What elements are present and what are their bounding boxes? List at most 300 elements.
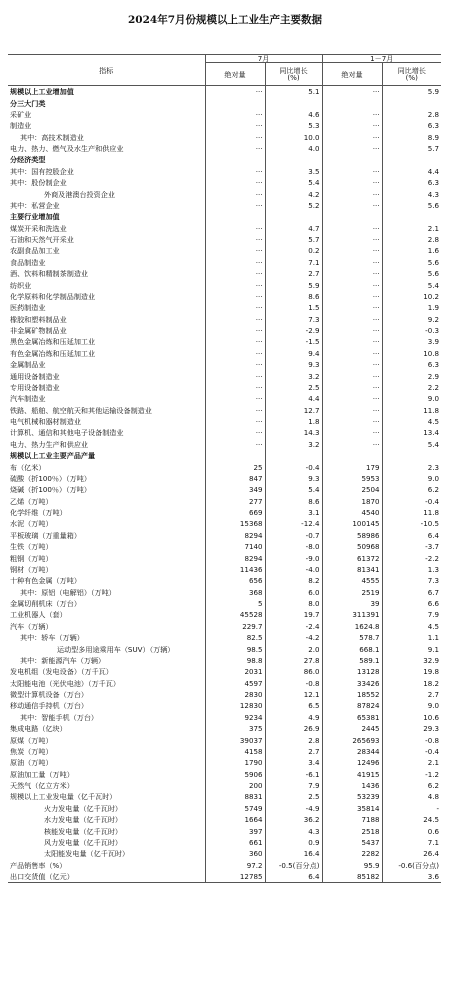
ytd-absolute-cell: 7188	[322, 814, 382, 825]
ytd-growth-cell: 9.0	[427, 394, 440, 404]
month-growth-cell: -6.1	[265, 769, 322, 780]
table-row	[8, 496, 441, 507]
month-growth-cell: 12.7	[265, 405, 322, 416]
month-growth-header	[265, 63, 322, 86]
month-absolute-cell: ···	[205, 268, 265, 279]
indicator-cell: 硫酸（折100％）（万吨）	[8, 473, 205, 484]
month-growth-cell: 14.3	[265, 427, 322, 438]
table-row	[8, 530, 441, 541]
ytd-growth-cell: 2.7	[427, 690, 440, 700]
ytd-absolute-cell: 2519	[322, 587, 382, 598]
indicator-cell: 其中：轿车（万辆）	[8, 632, 205, 643]
table-row	[8, 325, 441, 336]
ytd-absolute-cell	[322, 211, 382, 222]
ytd-absolute-cell: ···	[322, 166, 382, 177]
table-row	[8, 97, 441, 108]
indicator-cell: 水力发电量（亿千瓦时）	[8, 814, 205, 825]
month-growth-cell: 16.4	[265, 848, 322, 859]
indicator-cell: 计算机、通信和其他电子设备制造业	[8, 427, 205, 438]
ytd-absolute-cell: 179	[322, 461, 382, 472]
ytd-growth-cell: -2.2	[425, 553, 440, 563]
indicator-cell: 制造业	[8, 120, 205, 131]
indicator-cell: 发电机组（发电设备）（万千瓦）	[8, 666, 205, 677]
table-row	[8, 188, 441, 199]
ytd-growth-cell: 2.8	[427, 109, 440, 119]
month-growth-cell: 5.3	[265, 120, 322, 131]
ytd-growth-cell: 2.1	[427, 758, 440, 768]
ytd-growth-cell: 32.9	[423, 655, 440, 665]
ytd-absolute-cell: 85182	[322, 871, 382, 883]
ytd-absolute-cell: ···	[322, 405, 382, 416]
ytd-absolute-cell: ···	[322, 177, 382, 188]
table-row	[8, 666, 441, 677]
table-row	[8, 507, 441, 518]
ytd-growth-cell: 1.6	[427, 246, 440, 256]
table-row	[8, 439, 441, 450]
ytd-growth-cell: 13.4	[423, 428, 440, 438]
table-row	[8, 393, 441, 404]
ytd-growth-cell: 5.7	[427, 144, 440, 154]
ytd-absolute-cell: 53239	[322, 791, 382, 802]
month-absolute-cell: 5906	[205, 769, 265, 780]
month-absolute-cell: ···	[205, 257, 265, 268]
month-absolute-cell: 229.7	[205, 621, 265, 632]
ytd-absolute-cell: 1436	[322, 780, 382, 791]
indicator-cell: 规模以上工业主要产品产量	[8, 450, 205, 461]
ytd-growth-cell: 6.4	[427, 530, 440, 540]
month-absolute-cell: 11436	[205, 564, 265, 575]
report-title: 2024年7月份规模以上工业生产主要数据	[127, 14, 323, 26]
month-absolute-cell: ···	[205, 302, 265, 313]
table-row	[8, 871, 441, 883]
table-row	[8, 723, 441, 734]
indicator-cell: 运动型多用途乘用车（SUV）（万辆）	[8, 643, 205, 654]
ytd-absolute-cell: 65381	[322, 712, 382, 723]
month-growth-cell: 10.0	[265, 132, 322, 143]
table-row	[8, 689, 441, 700]
ytd-growth-cell: -3.7	[425, 542, 440, 552]
month-growth-cell: 4.9	[265, 712, 322, 723]
table-row	[8, 427, 441, 438]
ytd-absolute-cell: ···	[322, 245, 382, 256]
month-growth-cell: 8.0	[265, 598, 322, 609]
month-growth-cell: -0.7	[265, 530, 322, 541]
month-absolute-cell: ···	[205, 166, 265, 177]
ytd-growth-header	[382, 63, 441, 86]
ytd-growth-cell: -0.4	[425, 746, 440, 756]
month-absolute-cell: 2031	[205, 666, 265, 677]
month-growth-cell: -9.0	[265, 552, 322, 563]
ytd-absolute-cell: ···	[322, 109, 382, 120]
table-row	[8, 302, 441, 313]
indicator-cell: 化学纤维（万吨）	[8, 507, 205, 518]
month-absolute-cell: 669	[205, 507, 265, 518]
indicator-cell: 钢材（万吨）	[8, 564, 205, 575]
month-absolute-cell: 349	[205, 484, 265, 495]
month-absolute-cell: ···	[205, 416, 265, 427]
month-growth-cell	[265, 154, 322, 165]
table-row	[8, 348, 441, 359]
indicator-cell: 铁路、船舶、航空航天和其他运输设备制造业	[8, 405, 205, 416]
month-growth-cell: 9.3	[265, 473, 322, 484]
table-row	[8, 757, 441, 768]
ytd-absolute-cell: 2518	[322, 825, 382, 836]
table-row	[8, 245, 441, 256]
indicator-cell: 集成电路（亿块）	[8, 723, 205, 734]
table-body	[8, 86, 441, 883]
ytd-absolute-cell: 589.1	[322, 655, 382, 666]
ytd-growth-cell: 4.5	[427, 621, 440, 631]
month-header: 7月	[205, 55, 322, 63]
month-growth-cell: 5.2	[265, 200, 322, 211]
ytd-absolute-cell: 5437	[322, 837, 382, 848]
indicator-cell: 太阳能电池（光伏电池）（万千瓦）	[8, 678, 205, 689]
month-absolute-cell: ···	[205, 234, 265, 245]
month-absolute-cell: 82.5	[205, 632, 265, 643]
month-growth-cell: -0.5(百分点)	[265, 860, 322, 871]
ytd-absolute-cell: 4555	[322, 575, 382, 586]
ytd-absolute-cell: 12496	[322, 757, 382, 768]
indicator-cell: 其中：原铝（电解铝）（万吨）	[8, 587, 205, 598]
ytd-growth-cell	[382, 97, 441, 108]
ytd-absolute-cell: ···	[322, 314, 382, 325]
table-row	[8, 587, 441, 598]
indicator-cell: 其中：智能手机（万台）	[8, 712, 205, 723]
ytd-growth-cell: 1.1	[427, 633, 440, 643]
table-row	[8, 86, 441, 98]
ytd-growth-cell: 5.4	[427, 280, 440, 290]
ytd-growth-cell: 11.8	[423, 405, 440, 415]
production-data-table	[8, 54, 441, 883]
month-absolute-cell: ···	[205, 188, 265, 199]
table-row	[8, 678, 441, 689]
ytd-absolute-cell: ···	[322, 336, 382, 347]
ytd-growth-cell: 6.3	[427, 121, 440, 131]
table-row	[8, 314, 441, 325]
month-absolute-cell: 98.8	[205, 655, 265, 666]
table-row	[8, 643, 441, 654]
ytd-growth-cell: 24.5	[423, 815, 440, 825]
month-absolute-header: 绝对量	[205, 63, 265, 86]
month-growth-cell: 5.4	[265, 177, 322, 188]
ytd-growth-cell: 7.9	[427, 610, 440, 620]
table-row	[8, 223, 441, 234]
indicator-cell: 外商及港澳台投资企业	[8, 188, 205, 199]
month-absolute-cell: ···	[205, 325, 265, 336]
month-growth-cell: 2.5	[265, 791, 322, 802]
month-absolute-cell: 9234	[205, 712, 265, 723]
indicator-cell: 农副食品加工业	[8, 245, 205, 256]
ytd-absolute-cell: ···	[322, 302, 382, 313]
indicator-cell: 专用设备制造业	[8, 382, 205, 393]
month-growth-cell: 5.7	[265, 234, 322, 245]
indicator-header: 指标	[8, 55, 205, 86]
indicator-cell: 工业机器人（套）	[8, 609, 205, 620]
month-absolute-cell: 397	[205, 825, 265, 836]
ytd-absolute-cell: ···	[322, 325, 382, 336]
ytd-growth-cell: 19.8	[423, 667, 440, 677]
month-growth-cell: 36.2	[265, 814, 322, 825]
indicator-cell: 橡胶和塑料制品业	[8, 314, 205, 325]
ytd-growth-cell: -0.3	[425, 326, 440, 336]
month-growth-cell: 8.6	[265, 291, 322, 302]
ytd-absolute-cell: 5953	[322, 473, 382, 484]
ytd-growth-cell: -0.6(百分点)	[398, 860, 440, 870]
table-row	[8, 803, 441, 814]
indicator-cell: 规模以上工业发电量（亿千瓦时）	[8, 791, 205, 802]
month-absolute-cell: 5	[205, 598, 265, 609]
month-growth-cell: 2.0	[265, 643, 322, 654]
ytd-absolute-cell: 2445	[322, 723, 382, 734]
indicator-cell: 石油和天然气开采业	[8, 234, 205, 245]
month-absolute-cell: 368	[205, 587, 265, 598]
table-row	[8, 518, 441, 529]
ytd-growth-cell: 8.9	[427, 132, 440, 142]
table-row	[8, 552, 441, 563]
ytd-growth-cell: 3.6	[382, 871, 441, 883]
ytd-growth-cell: 5.6	[427, 200, 440, 210]
ytd-growth-cell: 9.2	[427, 314, 440, 324]
month-absolute-cell: ···	[205, 405, 265, 416]
ytd-growth-cell: 6.7	[427, 587, 440, 597]
ytd-growth-cell: 2.2	[427, 382, 440, 392]
table-row	[8, 780, 441, 791]
ytd-growth-cell: 2.8	[427, 235, 440, 245]
month-growth-cell: 7.9	[265, 780, 322, 791]
table-row	[8, 405, 441, 416]
ytd-growth-cell: 6.6	[427, 599, 440, 609]
indicator-cell: 原煤（万吨）	[8, 734, 205, 745]
month-absolute-cell: 39037	[205, 734, 265, 745]
month-growth-cell: 5.9	[265, 279, 322, 290]
table-row	[8, 598, 441, 609]
table-row	[8, 860, 441, 871]
table-row	[8, 336, 441, 347]
month-growth-cell: 2.7	[265, 746, 322, 757]
indicator-cell: 平板玻璃（万重量箱）	[8, 530, 205, 541]
ytd-absolute-cell: ···	[322, 132, 382, 143]
month-absolute-cell: 2830	[205, 689, 265, 700]
ytd-absolute-cell: 2282	[322, 848, 382, 859]
ytd-growth-cell: 6.2	[427, 485, 440, 495]
indicator-cell: 核能发电量（亿千瓦时）	[8, 825, 205, 836]
ytd-growth-cell: 1.9	[427, 303, 440, 313]
ytd-growth-cell: 4.8	[427, 792, 440, 802]
ytd-growth-cell: 5.6	[427, 257, 440, 267]
indicator-cell: 食品制造业	[8, 257, 205, 268]
ytd-growth-cell: 4.5	[427, 417, 440, 427]
table-header	[8, 55, 441, 86]
ytd-absolute-cell: 265693	[322, 734, 382, 745]
month-growth-cell: 86.0	[265, 666, 322, 677]
indicator-cell: 酒、饮料和精制茶制造业	[8, 268, 205, 279]
month-growth-cell: -4.0	[265, 564, 322, 575]
month-growth-cell: -4.2	[265, 632, 322, 643]
ytd-absolute-cell: 13128	[322, 666, 382, 677]
table-row	[8, 632, 441, 643]
indicator-cell: 太阳能发电量（亿千瓦时）	[8, 848, 205, 859]
month-growth-cell: 4.0	[265, 143, 322, 154]
ytd-growth-cell: 1.3	[427, 564, 440, 574]
month-absolute-cell: 661	[205, 837, 265, 848]
month-absolute-cell: 8294	[205, 552, 265, 563]
table-row	[8, 461, 441, 472]
month-absolute-cell: 200	[205, 780, 265, 791]
month-growth-cell: 2.5	[265, 382, 322, 393]
month-absolute-cell	[205, 211, 265, 222]
month-absolute-cell: ···	[205, 86, 265, 98]
growth-unit: (%)	[405, 73, 418, 83]
indicator-cell: 移动通信手持机（万台）	[8, 700, 205, 711]
indicator-cell: 布（亿米）	[8, 461, 205, 472]
ytd-absolute-cell: 95.9	[322, 860, 382, 871]
ytd-absolute-cell: ···	[322, 416, 382, 427]
ytd-growth-cell: 10.2	[423, 291, 440, 301]
ytd-growth-cell: 2.1	[427, 223, 440, 233]
table-row	[8, 109, 441, 120]
table-row	[8, 848, 441, 859]
ytd-absolute-cell: 18552	[322, 689, 382, 700]
ytd-absolute-cell: ···	[322, 257, 382, 268]
ytd-absolute-cell: 61372	[322, 552, 382, 563]
table-row	[8, 257, 441, 268]
ytd-growth-cell: 3.9	[427, 337, 440, 347]
month-absolute-cell: 656	[205, 575, 265, 586]
indicator-cell: 烧碱（折100％）（万吨）	[8, 484, 205, 495]
ytd-absolute-cell: ···	[322, 268, 382, 279]
month-growth-cell: 27.8	[265, 655, 322, 666]
ytd-absolute-cell: 81341	[322, 564, 382, 575]
month-growth-cell: 0.9	[265, 837, 322, 848]
ytd-growth-cell: 9.1	[427, 644, 440, 654]
ytd-absolute-cell: 41915	[322, 769, 382, 780]
month-growth-cell: 3.2	[265, 439, 322, 450]
indicator-cell: 黑色金属冶炼和压延加工业	[8, 336, 205, 347]
ytd-growth-cell: 6.3	[427, 178, 440, 188]
growth-unit: (%)	[287, 73, 300, 83]
table-row	[8, 359, 441, 370]
month-growth-cell: 19.7	[265, 609, 322, 620]
table-row	[8, 291, 441, 302]
month-absolute-cell: ···	[205, 336, 265, 347]
month-growth-cell: 4.3	[265, 825, 322, 836]
ytd-absolute-cell: ···	[322, 200, 382, 211]
month-absolute-cell	[205, 450, 265, 461]
month-absolute-cell: 375	[205, 723, 265, 734]
table-row	[8, 484, 441, 495]
month-absolute-cell: 12830	[205, 700, 265, 711]
ytd-absolute-cell: 4540	[322, 507, 382, 518]
table-row	[8, 234, 441, 245]
month-growth-cell: 1.8	[265, 416, 322, 427]
ytd-absolute-cell: ···	[322, 234, 382, 245]
indicator-cell: 医药制造业	[8, 302, 205, 313]
ytd-growth-cell: 11.8	[423, 508, 440, 518]
month-growth-cell: 4.4	[265, 393, 322, 404]
ytd-growth-cell: 9.0	[427, 473, 440, 483]
ytd-growth-cell: 7.1	[427, 837, 440, 847]
indicator-cell: 主要行业增加值	[8, 211, 205, 222]
month-absolute-cell: 5749	[205, 803, 265, 814]
table-row	[8, 450, 441, 461]
ytd-growth-cell: 6.3	[427, 360, 440, 370]
table-row	[8, 746, 441, 757]
ytd-absolute-cell: 578.7	[322, 632, 382, 643]
table-row	[8, 609, 441, 620]
ytd-absolute-cell: ···	[322, 279, 382, 290]
month-growth-cell: -0.8	[265, 678, 322, 689]
table-row	[8, 791, 441, 802]
ytd-growth-cell	[382, 211, 441, 222]
indicator-cell: 原油（万吨）	[8, 757, 205, 768]
ytd-absolute-cell: 39	[322, 598, 382, 609]
month-growth-cell: -12.4	[265, 518, 322, 529]
month-absolute-cell: 98.5	[205, 643, 265, 654]
table-row	[8, 769, 441, 780]
month-absolute-cell: 4158	[205, 746, 265, 757]
month-absolute-cell: ···	[205, 245, 265, 256]
indicator-cell: 其中：国有控股企业	[8, 166, 205, 177]
indicator-cell: 产品销售率（%）	[8, 860, 205, 871]
indicator-cell: 金属制品业	[8, 359, 205, 370]
ytd-growth-cell: 5.6	[427, 269, 440, 279]
indicator-cell: 规模以上工业增加值	[8, 86, 205, 98]
table-row	[8, 825, 441, 836]
month-absolute-cell: 1790	[205, 757, 265, 768]
ytd-absolute-cell: ···	[322, 120, 382, 131]
indicator-cell: 电气机械和器材制造业	[8, 416, 205, 427]
table-row	[8, 120, 441, 131]
indicator-cell: 火力发电量（亿千瓦时）	[8, 803, 205, 814]
month-absolute-cell	[205, 154, 265, 165]
indicator-cell: 电力、热力、燃气及水生产和供应业	[8, 143, 205, 154]
month-absolute-cell: 1664	[205, 814, 265, 825]
month-growth-cell: -8.0	[265, 541, 322, 552]
ytd-absolute-cell	[322, 97, 382, 108]
month-growth-cell: 4.7	[265, 223, 322, 234]
month-absolute-cell: ···	[205, 382, 265, 393]
indicator-cell: 微型计算机设备（万台）	[8, 689, 205, 700]
month-absolute-cell: 15368	[205, 518, 265, 529]
month-absolute-cell: 97.2	[205, 860, 265, 871]
month-absolute-cell: ···	[205, 223, 265, 234]
month-growth-cell: 3.4	[265, 757, 322, 768]
ytd-growth-cell: 0.6	[427, 826, 440, 836]
month-growth-cell: 3.2	[265, 370, 322, 381]
month-growth-cell: 9.3	[265, 359, 322, 370]
month-growth-cell: 6.0	[265, 587, 322, 598]
ytd-growth-cell: 5.9	[427, 87, 440, 97]
table-row	[8, 575, 441, 586]
ytd-absolute-cell: ···	[322, 370, 382, 381]
table-row	[8, 177, 441, 188]
ytd-absolute-cell: ···	[322, 393, 382, 404]
month-growth-cell: -4.9	[265, 803, 322, 814]
ytd-absolute-cell: 100145	[322, 518, 382, 529]
month-growth-cell: 6.5	[265, 700, 322, 711]
indicator-cell: 纺织业	[8, 279, 205, 290]
ytd-absolute-cell: 33426	[322, 678, 382, 689]
month-growth-cell: -2.4	[265, 621, 322, 632]
indicator-cell: 十种有色金属（万吨）	[8, 575, 205, 586]
table-row	[8, 382, 441, 393]
ytd-growth-cell: 26.4	[423, 849, 440, 859]
ytd-absolute-cell: 668.1	[322, 643, 382, 654]
indicator-cell: 天然气（亿立方米）	[8, 780, 205, 791]
ytd-growth-cell: 18.2	[423, 678, 440, 688]
month-growth-cell	[265, 450, 322, 461]
ytd-growth-cell: 5.4	[427, 439, 440, 449]
